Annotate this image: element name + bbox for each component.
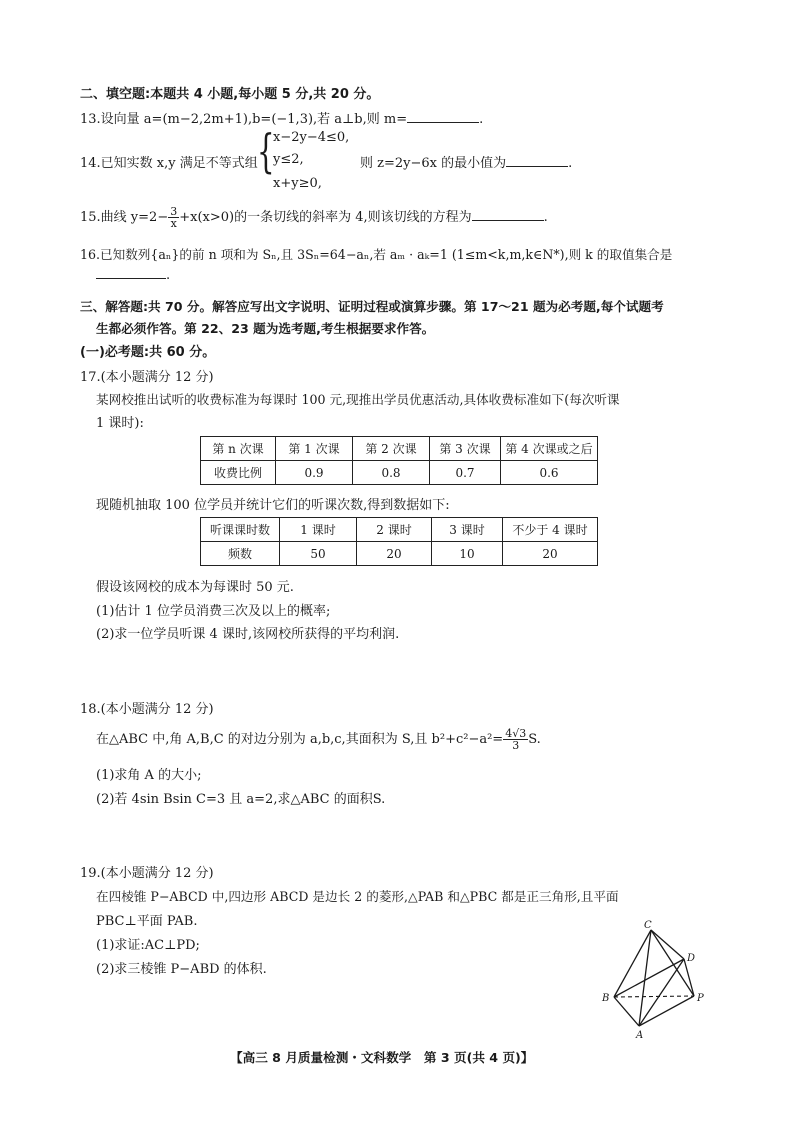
question-15-text-a: 15.曲线 y=2− xyxy=(80,210,169,225)
section3-heading: 三、解答题:共 70 分。解答应写出文字说明、证明过程或演算步骤。第 17～21 题为必考题,每个试题考 xyxy=(80,299,664,314)
question-19-para-1: 在四棱锥 P−ABCD 中,四边形 ABCD 是边长 2 的菱形,△PAB 和△PBC 都是正三角形,且平面 xyxy=(96,889,619,904)
question-14-prefix: 14.已知实数 x,y 满足不等式组 xyxy=(80,156,258,171)
answer-blank-15 xyxy=(472,208,544,221)
question-17-para-3: 现随机抽取 100 位学员并统计它们的听课次数,得到数据如下: xyxy=(96,498,450,513)
question-17-sub-1: (1)估计 1 位学员消费三次及以上的概率; xyxy=(96,604,331,619)
table-cell: 0.7 xyxy=(430,461,501,485)
table-cell: 不少于 4 课时 xyxy=(503,518,598,542)
question-15: 15.曲线 y=2− $\frac{3}{x}$ +x(x>0)的一条切线的斜率为 4,则该切线的方程为 . xyxy=(80,205,548,230)
question-18-text-b: S. xyxy=(528,732,541,747)
table-cell: 听课课时数 xyxy=(201,518,280,542)
table-cell: 第 3 次课 xyxy=(430,437,501,461)
table-cell: 20 xyxy=(503,542,598,566)
question-17-sub-2: (2)求一位学员听课 4 课时,该网校所获得的平均利润. xyxy=(96,627,400,642)
table-cell: 0.9 xyxy=(276,461,353,485)
question-13: 13.设向量 a=(m−2,2m+1),b=(−1,3),若 a⊥b,则 m= . xyxy=(80,112,484,127)
q14-constraint-3: x+y≥0, xyxy=(273,176,322,191)
edge-bp-hidden xyxy=(614,996,694,997)
question-18-sub-2: (2)若 4sin Bsin C=3 且 a=2,求△ABC 的面积S. xyxy=(96,792,386,807)
pyramid-figure xyxy=(596,918,708,1040)
q18-fraction xyxy=(503,728,528,751)
table-cell: 频数 xyxy=(201,542,280,566)
table-cell: 第 4 次课或之后 xyxy=(501,437,598,461)
label-a: A xyxy=(636,1030,644,1040)
question-14-suffix: 则 z=2y−6x 的最小值为 . xyxy=(360,156,573,171)
question-17-para-2: 1 课时): xyxy=(96,416,144,431)
table-cell: 收费比例 xyxy=(201,461,276,485)
question-17-para-1: 某网校推出试听的收费标准为每课时 100 元,现推出学员优惠活动,具体收费标准如下(每次听课 xyxy=(96,392,620,407)
question-18-sub-1: (1)求角 A 的大小; xyxy=(96,768,202,783)
table-cell: 1 课时 xyxy=(280,518,357,542)
question-18-para-1 xyxy=(96,726,541,754)
question-18-text-a: 在△ABC 中,角 A,B,C 的对边分别为 a,b,c,其面积为 S,且 b²+c²−a²= xyxy=(96,732,504,747)
question-14-suffix-text: 则 z=2y−6x 的最小值为 xyxy=(360,156,507,171)
q14-constraint-2: y≤2, xyxy=(273,152,304,167)
question-19-sub-2: (2)求三棱锥 P−ABD 的体积. xyxy=(96,962,267,977)
table-cell: 第 n 次课 xyxy=(201,437,276,461)
question-13-text: 13.设向量 a=(m−2,2m+1),b=(−1,3),若 a⊥b,则 m= xyxy=(80,112,408,127)
table-cell: 0.6 xyxy=(501,461,598,485)
table-row xyxy=(201,461,598,485)
question-19-para-2: PBC⊥平面 PAB. xyxy=(96,914,198,929)
edge-ba xyxy=(614,997,639,1026)
label-c: C xyxy=(644,920,652,931)
section2-heading: 二、填空题:本题共 4 小题,每小题 5 分,共 20 分。 xyxy=(80,87,380,102)
table-cell: 10 xyxy=(432,542,503,566)
question-17-title: 17.(本小题满分 12 分) xyxy=(80,370,214,385)
q15-frac-den: x xyxy=(170,217,177,230)
table-cell: 3 课时 xyxy=(432,518,503,542)
table-cell: 第 1 次课 xyxy=(276,437,353,461)
table-cell: 2 课时 xyxy=(357,518,432,542)
question-17-para-4: 假设该网校的成本为每课时 50 元. xyxy=(96,580,294,595)
question-16-blank-line: . xyxy=(96,266,170,283)
answer-blank-16 xyxy=(96,266,166,279)
q15-fraction xyxy=(168,206,179,229)
section3-heading-2: 生都必须作答。第 22、23 题为选考题,考生根据要求作答。 xyxy=(96,321,435,336)
answer-blank-13 xyxy=(407,110,479,123)
label-b: B xyxy=(602,993,610,1004)
question-19-title: 19.(本小题满分 12 分) xyxy=(80,866,214,881)
edge-dp xyxy=(684,959,694,996)
q14-constraint-1: x−2y−4≤0, xyxy=(273,130,350,145)
table-row xyxy=(201,518,598,542)
table-cell: 20 xyxy=(357,542,432,566)
question-19-sub-1: (1)求证:AC⊥PD; xyxy=(96,938,200,953)
frequency-table xyxy=(200,517,598,566)
q15-frac-num: 3 xyxy=(170,205,178,218)
question-15-text-b: +x(x>0)的一条切线的斜率为 4,则该切线的方程为 xyxy=(179,210,472,225)
discount-table xyxy=(200,436,598,485)
q18-frac-num: 4√3 xyxy=(505,727,527,740)
table-row xyxy=(201,542,598,566)
question-16-text: 16.已知数列{aₙ}的前 n 项和为 Sₙ,且 3Sₙ=64−aₙ,若 aₘ · aₖ=1 (1≤m<k,m,k∈N*),则 k 的取值集合是 xyxy=(80,247,673,262)
label-d: D xyxy=(687,953,696,964)
table-cell: 第 2 次课 xyxy=(353,437,430,461)
table-cell: 50 xyxy=(280,542,357,566)
page-footer: 【高三 8 月质量检测・文科数学 第 3 页(共 4 页)】 xyxy=(230,1050,534,1065)
answer-blank-14 xyxy=(506,154,568,167)
label-p: P xyxy=(697,993,704,1004)
question-18-title: 18.(本小题满分 12 分) xyxy=(80,702,214,717)
q18-frac-den: 3 xyxy=(512,739,520,752)
brace-symbol: { xyxy=(257,124,275,178)
section3-subheading: (一)必考题:共 60 分。 xyxy=(80,345,216,360)
table-cell: 0.8 xyxy=(353,461,430,485)
edge-ap xyxy=(639,996,694,1026)
table-row xyxy=(201,437,598,461)
